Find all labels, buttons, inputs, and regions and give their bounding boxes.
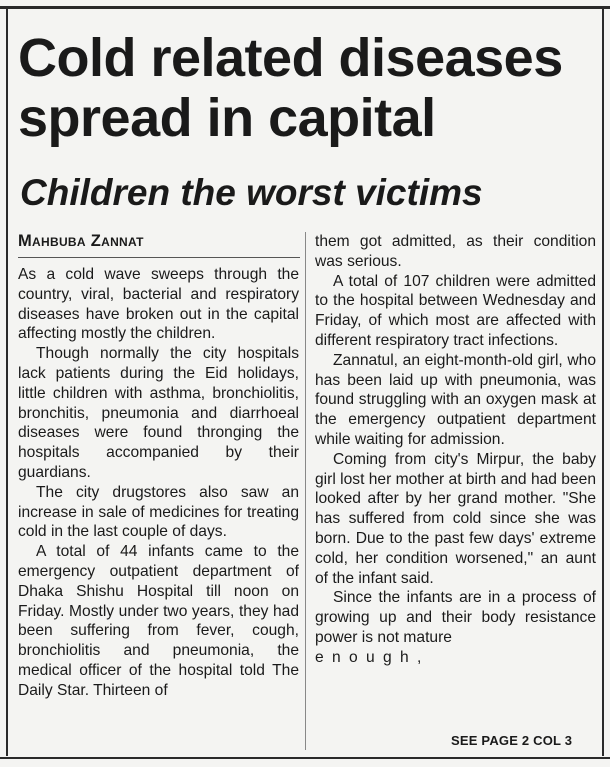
paragraph-last-line: e n o u g h , [315,648,424,666]
paragraph: A total of 44 infants came to the emergency outpatient department of Dhaka Shishu Hospital till noon on Friday. Mostly under two years, they had been suffering from fever, cough, bronchiolitis and pneumonia, the medical officer of the hospital told The Daily Star. Thirteen of [18,543,299,699]
left-border-rule [6,6,8,756]
paragraph: The city drugstores also saw an increase in sale of medicines for treating cold in the last couple of days. [18,483,299,541]
paragraph: them got admitted, as their condition was serious. [315,233,596,270]
column-divider [305,232,306,750]
bottom-border-rule [0,757,610,759]
top-border-rule [0,6,610,9]
paragraph: As a cold wave sweeps through the country, viral, bacterial and respiratory diseases have broken out in the capital affecting mostly the children. [18,266,299,343]
byline-divider [18,257,300,258]
headline-line-2: spread in capital [18,88,436,148]
headline-line-1: Cold related diseases [18,28,563,88]
paragraph: Zannatul, an eight-month-old girl, who has been laid up with pneumonia, was found struggling with an oxygen mask at the emergency outpatient department while waiting for admission. [315,351,596,448]
article-column-left [18,265,299,701]
subheadline: Children the worst victims [20,172,483,213]
continuation-jump-link[interactable]: SEE PAGE 2 COL 3 [451,733,573,748]
byline: Mahbuba Zannat [18,232,144,250]
article-column-right [315,232,596,668]
paragraph: A total of 107 children were admitted to the hospital between Wednesday and Friday, of which most are affected with different respiratory tract infections. [315,272,596,349]
paragraph: Though normally the city hospitals lack patients during the Eid holidays, little children with asthma, bronchiolitis, bronchitis, pneumonia and diarrhoeal diseases were found thronging the hospitals accompanied by their guardians. [18,345,299,481]
paragraph: Since the infants are in a process of growing up and their body resistance power is not mature [315,589,596,646]
headline [18,28,603,148]
paragraph: Coming from city's Mirpur, the baby girl lost her mother at birth and had been looked after by her grand mother. "She has suffered from cold since she was born. Due to the past few days' extreme cold, her condition worsened," an aunt of the infant said. [315,450,596,587]
